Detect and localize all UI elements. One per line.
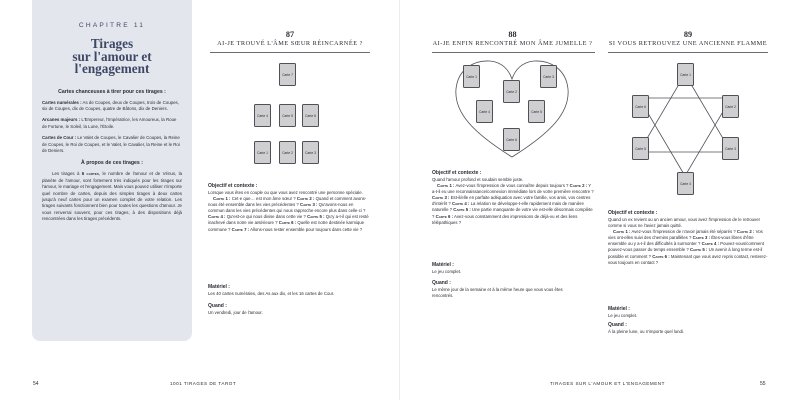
- tarot-card: Carte 5: [528, 100, 545, 123]
- tarot-card: Carte 4: [677, 172, 694, 195]
- tarot-card: Carte 1: [463, 65, 480, 88]
- objective-label: Objectif et contexte :: [608, 210, 658, 216]
- about-keyword: 6 cartes: [81, 171, 99, 177]
- title-rule: [432, 52, 595, 53]
- chapter-title-line: l'engagement: [74, 61, 150, 76]
- right-page: [400, 0, 800, 400]
- chapter-label: CHAPITRE 11: [78, 22, 146, 29]
- spread-title: AI-JE ENFIN RENCONTRÉ MON ÂME JUMELLE ?: [432, 40, 593, 47]
- title-rule: [210, 52, 370, 53]
- numeral-cards-label: Cartes numérales :: [42, 99, 82, 105]
- tarot-card: Carte 2: [503, 80, 520, 103]
- page-number: 55: [760, 381, 766, 387]
- about-text-rest: , le nombre de l'amour et de Vénus, la planète de l'amour, sont fortement très indiqués pour les tirages sur l'amour, le mariage et l'engagement. Mais vous pouvez utiliser n'importe quel nombre de cartes, depuis des simples tirages à deux cartes jusqu'à neuf cartes pour un examen complet de votre relation. Les tirages suivants fonctionnent bien pour toutes les questions d'amour. Je vous renverrai souvent, pour ces tirages, à des dispositions déjà rencontrées dans les tirages précédents.: [42, 171, 183, 222]
- tarot-card: Carte 2: [722, 95, 739, 118]
- chapter-sidebar: [32, 0, 192, 341]
- tarot-card: Carte 5: [632, 137, 649, 160]
- tarot-card: Carte 3: [722, 137, 739, 160]
- court-cards-label: Cartes de Cour :: [42, 135, 77, 141]
- material-label: Matériel :: [208, 284, 230, 290]
- tarot-card: Carte 6: [302, 104, 319, 127]
- tarot-card: Carte 2: [279, 141, 296, 164]
- spread-number: 87: [285, 30, 295, 39]
- tarot-card: Carte 4: [254, 104, 271, 127]
- spread-number: 88: [508, 30, 517, 39]
- about-text-start: Les tirages à: [52, 171, 80, 177]
- when-text: Le même jour de la semaine et à la même heure que vous vous êtes rencontrés.: [432, 287, 563, 299]
- spread-title: SI VOUS RETROUVEZ UNE ANCIENNE FLAMME: [608, 40, 768, 47]
- tarot-card: Carte 6: [503, 128, 520, 151]
- major-arcana-paragraph: [42, 117, 182, 130]
- court-cards-paragraph: [42, 135, 182, 154]
- material-text: Le jeu complet.: [608, 313, 638, 318]
- page-number: 54: [33, 381, 39, 387]
- spread-title: AI-JE TROUVÉ L'ÂME SŒUR RÉINCARNÉE ?: [217, 40, 363, 47]
- about-heading: À propos de ces tirages :: [81, 160, 143, 167]
- major-arcana-label: Arcanes majeurs :: [42, 117, 81, 123]
- spread-body: Quand l'amour profond et soudain semble juste. Carte 1 : Avez-vous l'impression de vous connaître depuis toujours ? Carte 2 : Y a-t-il eu une reconnaissance/connexion immédiate lors de votre première rencontre ? Carte 3 : Est-il/elle en parfaite adéquation avec votre famille, vos amis, vos centres d'intérêt ? Carte 4 : La relation se développe-t-elle rapidement mais de manière naturelle ? Carte 5 : Une partie manquante de votre vie est-elle désormais complète ? Carte 6 : Avez-vous constamment des impressions de déjà-vu et des liens télépathiques ?: [432, 177, 594, 225]
- when-text: À la pleine lune, ou n'importe quel lundi.: [608, 329, 685, 334]
- objective-label: Objectif et contexte :: [208, 183, 258, 189]
- tarot-card: Carte 3: [302, 141, 319, 164]
- material-text: Le jeu complet.: [432, 269, 462, 274]
- major-arcana-text: L'Empereur, l'Impératrice, les Amoureux, la Roue de Fortune, le Soleil, la Lune, l'Étoile.: [42, 117, 177, 129]
- tarot-card: Carte 4: [476, 100, 493, 123]
- spread-body: Lorsque vous êtes en couple ou que vous avez rencontré une personne spéciale. Carte 1 : Cet·e que… est mon âme sœur ? Carte 2 : Quand et comment avons-nous été ensemble dans les vies précédentes ? Carte 3 : Qu'avons-nous en commun dans les vies précédentes qui nous rapproche encore plus dans celle-ci ? Carte 4 : Qu'est-ce qui nous divise dans cette vie ? Carte 5 : Qu'y a-t-il qui est resté inachevé dans notre vie antérieure ? Carte 6 : Quelle est notre destinée karmique commune ? Carte 7 : Allons-nous rester ensemble pour toujours dans cette vie ?: [208, 190, 369, 232]
- running-footer: TIRAGES SUR L'AMOUR ET L'ENGAGEMENT: [550, 381, 665, 386]
- tarot-card: Carte 7: [279, 63, 296, 86]
- spread-number: 89: [683, 30, 693, 39]
- numeral-cards-text: As de Coupes, deux de Coupes, trois de Coupes, six de Coupes, dix de Coupes, quatre de Bâtons, dix de Deniers.: [42, 99, 179, 111]
- court-cards-text: Le Valet de Coupes, le Cavalier de Coupes, la Reine de Coupes, le Roi de Coupes, et le Valet, le Cavalier, la Reine et le Roi de Deniers.: [42, 135, 180, 153]
- about-paragraph: [42, 171, 182, 222]
- chapter-title: [42, 38, 182, 76]
- chapter-title-line: sur l'amour et: [72, 48, 152, 64]
- chapter-title-line: Tirages: [90, 36, 134, 51]
- star-of-david-outline: [635, 70, 735, 180]
- when-label: Quand :: [608, 322, 627, 328]
- lucky-cards-heading: Cartes chanceuses à tirer pour ces tirages :: [58, 88, 166, 95]
- tarot-card: Carte 5: [279, 104, 296, 127]
- spread-body: Quand un ex revient ou un ancien amour, vous avez l'impression de le retrouver comme si vous ne l'aviez jamais quitté. Carte 1 : Avez-vous l'impression de n'avoir jamais été séparés ? Carte 2 : Vos vies ont-elles suivi des chemins parallèles ? Carte 3 : Êtes-vous libres d'être ensemble ou y a-t-il des difficultés à surmonter ? Carte 4 : Pouvez-vous/comment pouvez-vous passer du temps ensemble ? Carte 5 : Un avenir à long terme est-il possible et comment ? Carte 6 : Maintenant que vous avez repris contact, resterez-vous toujours en contact ?: [608, 217, 768, 265]
- title-rule: [608, 52, 768, 53]
- running-footer: 1001 TIRAGES DE TAROT: [170, 381, 237, 386]
- when-text: Un vendredi, jour de l'amour.: [208, 310, 263, 315]
- numeral-cards-paragraph: [42, 100, 182, 113]
- tarot-card: Carte 6: [632, 95, 649, 118]
- when-label: Quand :: [432, 280, 451, 286]
- objective-label: Objectif et contexte :: [432, 170, 482, 176]
- tarot-card: Carte 1: [254, 141, 271, 164]
- when-label: Quand :: [208, 303, 227, 309]
- tarot-card: Carte 1: [677, 63, 694, 86]
- material-text: Les 40 cartes numérales, des As aux dix, et les 16 cartes de Cour.: [208, 291, 335, 296]
- material-label: Matériel :: [608, 306, 630, 312]
- tarot-card: Carte 3: [540, 65, 557, 88]
- material-label: Matériel :: [432, 262, 454, 268]
